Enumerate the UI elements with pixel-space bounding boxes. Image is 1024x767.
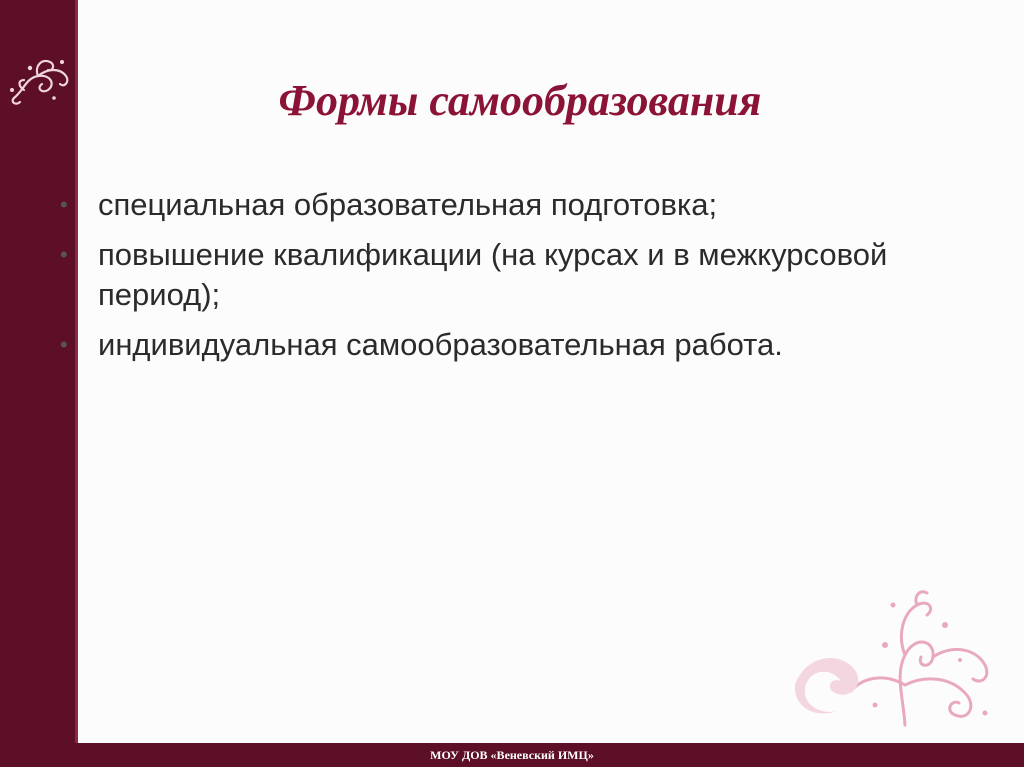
floral-ornament-icon — [785, 585, 1000, 735]
bullet-list — [60, 185, 940, 375]
left-band-edge — [75, 0, 78, 767]
bullet-text: индивидуальная самообразовательная работа. — [98, 327, 783, 362]
bullet-item — [60, 325, 940, 365]
bullet-marker: • — [60, 192, 68, 217]
bullet-marker: • — [60, 332, 68, 357]
footer-text: МОУ ДОВ «Веневский ИМЦ» — [430, 748, 594, 762]
bullet-marker: • — [60, 242, 68, 267]
bullet-item — [60, 235, 940, 315]
slide-title: Формы самообразования — [278, 76, 762, 125]
bullet-text: повышение квалификации (на курсах и в межкурсовой период); — [98, 237, 888, 312]
bullet-item — [60, 185, 940, 225]
floral-ornament-icon — [4, 50, 72, 110]
left-decorative-band — [0, 0, 75, 767]
bullet-text: специальная образовательная подготовка; — [98, 187, 718, 222]
